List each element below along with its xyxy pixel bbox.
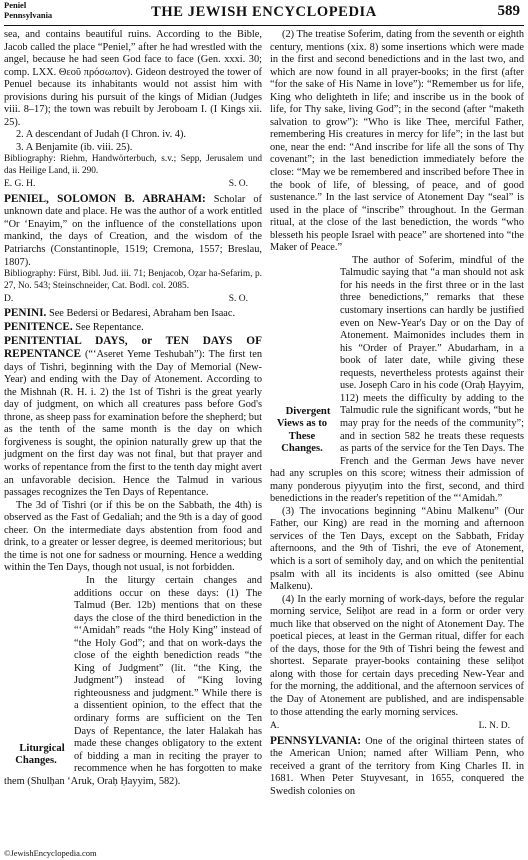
fast-of-gedaliah-paragraph: The 3d of Tishri (or if this be on the Sabbath, the 4th) is observed as the Fast of Gedaliah; and the 9th is a day of good cheer. On the intermediate days abstention from food and drink, to a greater or lesser degree, is deemed meritorious; but the time is not one for sadness or mourning. Hence a wedding within the Ten Days, though not usual, is not forbidden. [4,499,262,574]
peniel-solomon-text: Scholar of unknown date and place. He was the author of a work entitled “Or ‘Enayim,” on the influence of the constellations upon mankind, the days of Creation, and the wisdom of the Patriarchs (Constantinople, 1519; Cremona, 1557; Breslau, 1807). [4,193,262,268]
signature-1-left: E. G. H. [4,179,36,190]
sidenote-divergent-views: Divergent Views as to These Changes. [276,405,331,455]
site-footer: ©JewishEncyclopedia.com [4,848,97,858]
pennsylvania-entry [270,735,524,799]
penitential-days-entry [4,335,262,500]
signature-1-right: S. O. [228,179,248,190]
left-column [4,29,262,788]
abinu-malkenu-paragraph: (3) The invocations beginning “Abinu Malkenu” (Our Father, our King) are read in the morning and afternoon services of the Ten Days, except on the Sabbath, Friday afternoons, and the 9th of Tishri, the eve of Atonement, which is a sort of semiholy day, and on which the penitential psalm with all its incidents is also omitted (see Abinu Malkenu). [270,505,524,593]
liturgy-changes-paragraph [4,575,262,788]
sidenote-liturgical-changes: Liturgical Changes. [15,742,65,767]
page-number: 589 [497,3,520,19]
pennsylvania-text: One of the original thirteen states of the American Union; named after William Penn, who received a grant of the territory from King Charles II. in 1681. When Peter Stuyvesant, in 1655, conquered the Swedish colonies on [270,735,524,797]
liturgy-changes-text: In the liturgy certain changes and additions occur on these days: (1) The Talmud (Ber. 12b) mentions that on these days the close of the third benediction in the “‘Amidah” reads “the Holy King” instead of “the Holy God”; and that on work-days the close of the eighth benediction reads “the King of Judgment” (lit. “the King, the Judgment”) instead of “King loving righteousness and judgment.” While there is a dissentient opinion, to the effect that the ordinary forms are sufficient on the Ten Days of Repentance, the later Halakah has made these changes obligatory to the extent of bidding a man in reciting the prayer to recommence when he has forgotten to make them (Shulḥan ‘Aruk, Oraḥ Ḥayyim, 582). [4,574,262,787]
soferim-author-paragraph [270,255,524,506]
signature-2-left: D. [4,293,14,304]
running-head-last: Pennsylvania [4,10,53,20]
peniel-place-paragraph: sea, and contains beautiful ruins. According to the Bible, Jacob called the place “Peniel,” after he had wrestled with the angel, because he had seen God face to face (Gen. xxxi. 30; comp. LXX. Θεοῦ πρόσωπον). Gideon destroyed the tower of Penuel because its inhabitants would not assist him with provisions during his pursuit of the kings of Midian (Judges viii. 8–17); the town was rebuilt by Jeroboam I. (I Kings xii. 25). [4,29,262,128]
running-head-first: Peniel [4,0,27,10]
peniel-judah-paragraph: 2. A descendant of Judah (I Chron. iv. 4). [16,129,186,141]
header-rule [4,25,524,26]
page-header [0,0,528,24]
penitential-days-heading: PENITENTIAL DAYS, or TEN DAYS OF REPENTANCE [4,334,262,361]
peniel-solomon-heading: PENIEL, SOLOMON B. ABRAHAM: [4,192,206,205]
penitence-heading: PENITENCE. [4,321,73,334]
bibliography-1: Bibliography: Riehm, Handwörterbuch, s.v.; Sepp, Jerusalem und das Heilige Land, ii. 290. [4,154,262,176]
signature-3-left: A. [270,721,280,732]
signature-3 [270,720,524,733]
peniel-benjamite-paragraph: 3. A Benjamite (ib. viii. 25). [16,141,133,153]
penini-text: See Bedersi or Bedaresi, Abraham ben Isaac. [46,308,236,320]
bibliography-2: Bibliography: Fürst, Bibl. Jud. iii. 71; Benjacob, Oẓar ha-Sefarim, p. 27, No. 543; Steinschneider, Cat. Bodl. col. 2085. [4,269,262,291]
penitence-text: See Repentance. [72,322,144,334]
penini-heading: PENINI. [4,307,47,320]
selihot-paragraph: (4) In the early morning of work-days, before the regular morning service, Seliḥot are read in a form or order very much like that observed on the night of Atonement Day. The poetical pieces, at least in the German ritual, differ for each of the days, those for the 9th of Tishri being the fewest and shortest. Separate prayer-books containing these seliḥot along with those for certain days preceding New-Year and for the morning, the additional, and the afternoon services of the Day of Atonement are published, and are indispensable to those attending the early morning services. [270,593,524,718]
peniel-solomon-entry [4,193,262,269]
penitence-entry [4,321,262,335]
pennsylvania-heading: PENNSYLVANIA: [270,734,362,747]
soferim-author-text: The author of Soferim, mindful of the Talmudic saying that “a man should not ask for his needs in the first three or in the last three benedictions,” remarks that these customary insertions can hardly be justified even on New-Year's Day or on the Day of Atonement. Maimonides includes them in his “Order of Prayer.” Abudarham, in a book of later date, while giving these requests, nevertheless protests against their use. Joseph Caro in his code (Oraḥ Ḥayyim, 112) meets the difficulty by adding to the Talmudic rule the significant words, “but he may pray for the needs of the community”; and in section 582 he treats these requests as parts of the service for the Ten Days. The French and the German Jews have never had any scruples on this score; witness their admission of many ponderous piyyuṭim into the first, second, and third benedictions in the reader's repetition of the “‘Amidah.” [270,254,524,505]
right-column [270,29,524,798]
penini-entry [4,307,262,321]
penitential-days-text: (“‘Aseret Yeme Teshubah”): The first ten days of Tishri, beginning with the Day of Memorial (New-Year) and ending with the Day of Atonement. According to the Mishnah (R. H. i. 2) the 1st of Tishri is the great yearly day of judgment, on which all creatures pass before God's throne, as sheep pass for examination before the shepherd; but as the tenth of the same month is the day on which forgiveness is sought, the opinion naturally grew up that the judgment on the first day was not final, but that prayer and works of repentance from the first to the tenth day might avert an unfavorable decision. Hence the Talmud in various passages recognizes the Ten Days of Repentance. [4,349,262,499]
signature-2 [4,293,262,306]
soferim-insertions-paragraph: (2) The treatise Soferim, dating from the seventh or eighth century, mentions (xix. 8) some insertions which were made in the first and second benedictions and in the last two, and which are now found in all prayer-books; in the first (after “for the sake of His Name in love”): “Remember us for life, King who delighteth in life; and inscribe us in the book of life, for Thy sake, living God”; in the second (after “maketh salvation to grow”): “Who is like Thee, merciful Father, remembering His creatures in mercy for life”; in the last but one, near the end: “And inscribe for life all the sons of Thy covenant”; in the last benediction immediately before the close: “May we be remembered and inscribed before Thee in the book of life, of blessing, of peace, and of good sustenance.” In the last service of Atonement Day “seal” is used in the place of “inscribe” throughout. In the German ritual, at the close of the last benediction, the words “who blesseth his people Israel with peace” are shortened into “the Maker of Peace.” [270,29,524,254]
signature-3-right: L. N. D. [478,721,510,732]
encyclopedia-title: THE JEWISH ENCYCLOPEDIA [151,4,377,20]
signature-1 [4,178,262,191]
signature-2-right: S. O. [228,293,248,304]
